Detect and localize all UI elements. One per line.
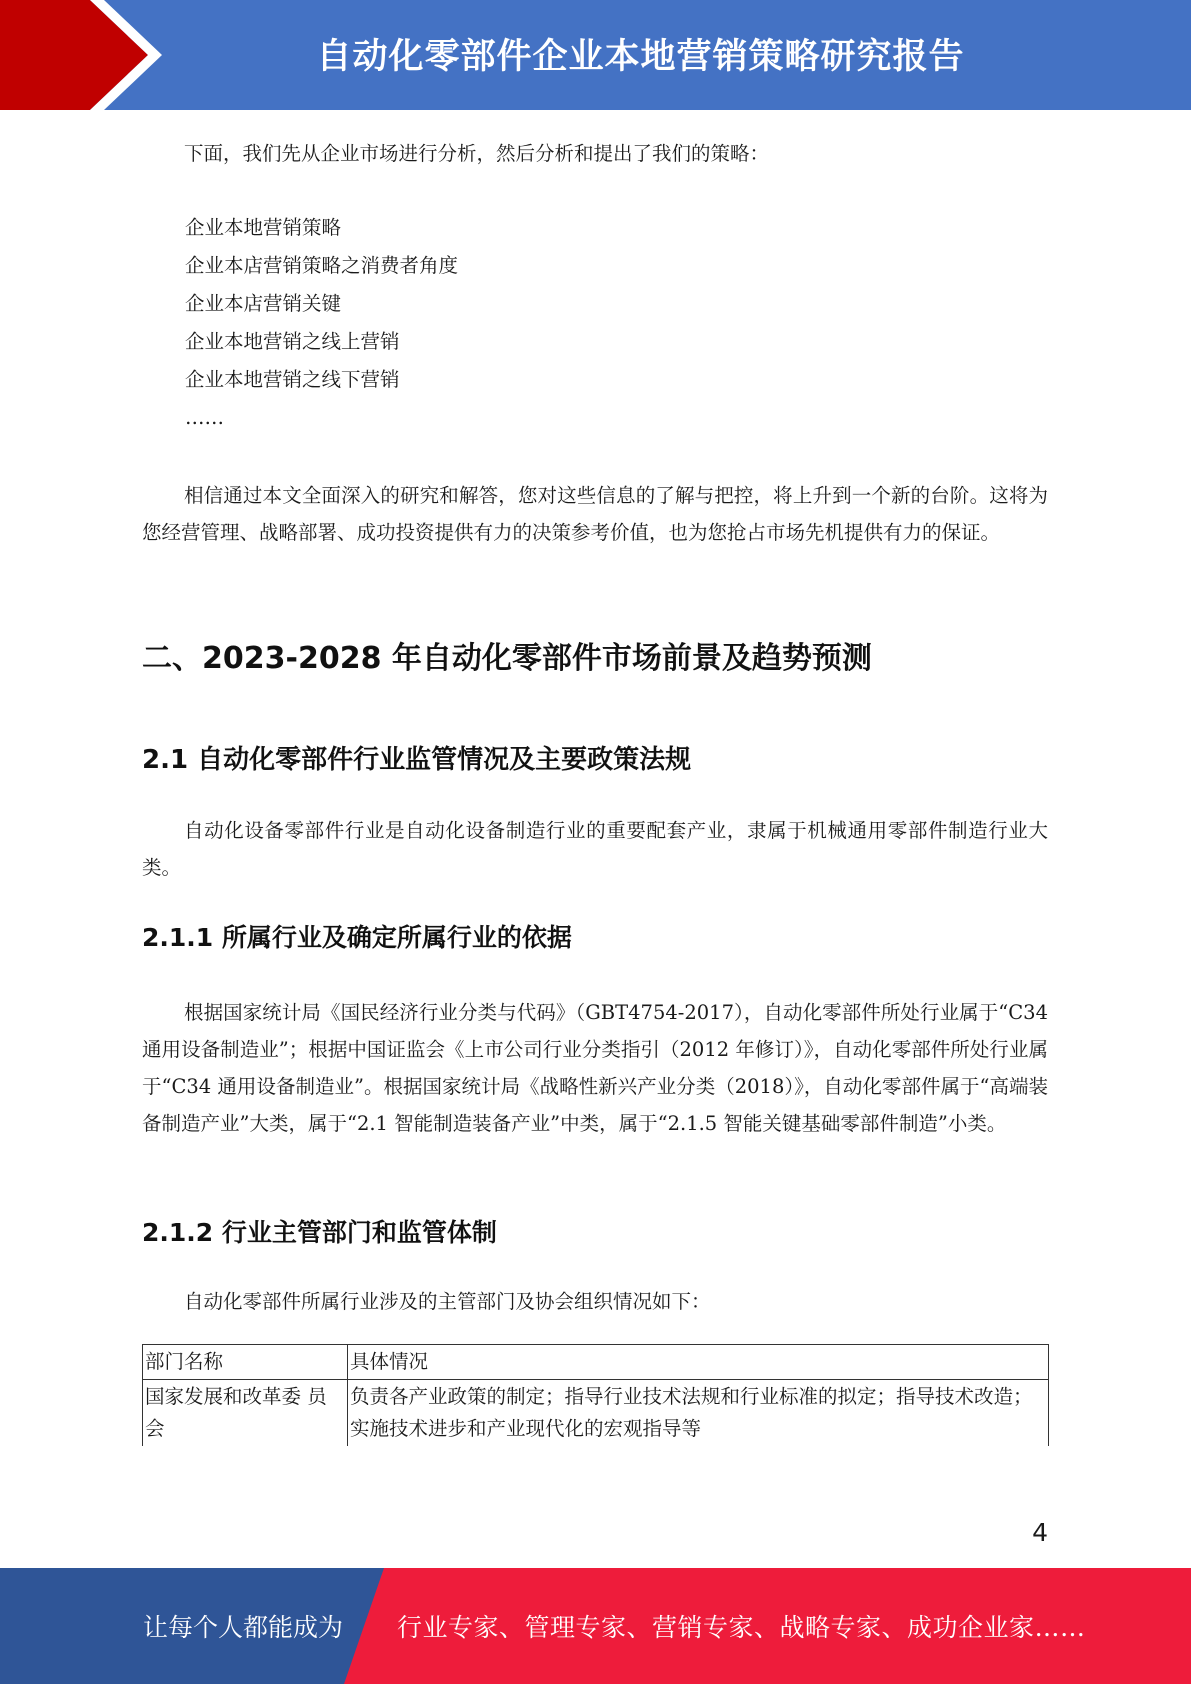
list-item: …… — [185, 406, 224, 429]
intro-paragraph: 下面，我们先从企业市场进行分析，然后分析和提出了我们的策略： — [184, 142, 770, 165]
list-item: 企业本店营销策略之消费者角度 — [185, 254, 459, 277]
page-footer — [0, 1568, 1191, 1684]
report-title: 自动化零部件企业本地营销策略研究报告 — [316, 37, 965, 77]
list-item: 企业本地营销策略 — [185, 216, 342, 239]
footer-slogan-left: 让每个人都能成为 — [143, 1613, 344, 1642]
section-2-1-1-body: 根据国家统计局《国民经济行业分类与代码》（GBT4754-2017），自动化零部件所处行业属于“C34 通用设备制造业”；根据中国证监会《上市公司行业分类指引（2012 年修订）》，自动化零部件所处行业属于“C34 通用设备制造业”。根据国家统计局《战略性新兴产业分类（2018）》，自动化零部件属于“高端装备制造产业”大类，属于“2.1 智能制造装备产业”中类，属于“2.1.5 智能关键基础零部件制造”小类。 — [142, 1001, 1048, 1135]
table-row — [143, 1380, 1049, 1447]
table-header-cell: 具体情况 — [348, 1345, 1049, 1380]
list-item: 企业本地营销之线上营销 — [185, 330, 400, 353]
section-2-1-1-heading: 2.1.1 所属行业及确定所属行业的依据 — [142, 923, 572, 952]
page-number: 4 — [1032, 1518, 1048, 1547]
strategy-list — [185, 209, 458, 437]
section-2-1-heading: 2.1 自动化零部件行业监管情况及主要政策法规 — [142, 745, 692, 775]
page-header — [0, 0, 1191, 110]
table-cell: 负责各产业政策的制定；指导行业技术法规和行业标准的拟定；指导技术改造；实施技术进步和产业现代化的宏观指导等 — [348, 1380, 1049, 1447]
table-cell: 国家发展和改革委 员会 — [143, 1380, 348, 1447]
table-header-cell: 部门名称 — [143, 1345, 348, 1380]
footer-slogan-right: 行业专家、管理专家、营销专家、战略专家、成功企业家…… — [397, 1613, 1086, 1642]
section-2-1-2-heading: 2.1.2 行业主管部门和监管体制 — [142, 1218, 497, 1247]
closing-paragraph: 相信通过本文全面深入的研究和解答，您对这些信息的了解与把控，将上升到一个新的台阶。这将为您经营管理、战略部署、成功投资提供有力的决策参考价值，也为您抢占市场先机提供有力的保证。 — [142, 484, 1048, 544]
department-table — [142, 1344, 1049, 1446]
table-header-row — [143, 1345, 1049, 1380]
section-2-heading: 二、2023-2028 年自动化零部件市场前景及趋势预测 — [142, 641, 872, 676]
section-2-1-body: 自动化设备零部件行业是自动化设备制造行业的重要配套产业，隶属于机械通用零部件制造行业大类。 — [142, 819, 1048, 879]
list-item: 企业本店营销关键 — [185, 292, 342, 315]
section-2-1-2-body: 自动化零部件所属行业涉及的主管部门及协会组织情况如下： — [184, 1290, 711, 1313]
list-item: 企业本地营销之线下营销 — [185, 368, 400, 391]
